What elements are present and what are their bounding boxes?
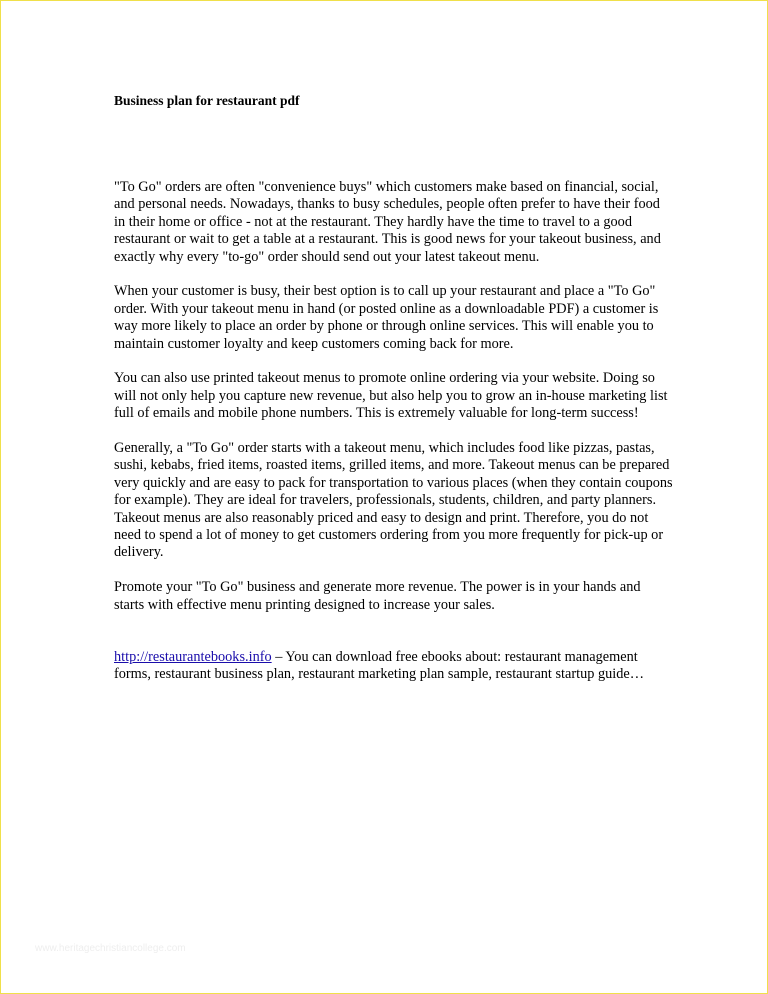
restaurantebooks-link[interactable]: http://restaurantebooks.info xyxy=(114,648,272,665)
paragraph-spacer xyxy=(114,631,674,648)
paragraph-1: "To Go" orders are often "convenience buys" which customers make based on financial, social, and personal needs. Nowadays, thanks to busy schedules, people often prefer to have their food in their home or office - not at the restaurant. They hardly have the time to travel to a good restaurant or wait to get a table at a restaurant. This is good news for your takeout business, and exactly why every "to-go" order should send out your latest takeout menu. xyxy=(114,179,661,265)
paragraph-2: When your customer is busy, their best option is to call up your restaurant and place a "To Go" order. With your takeout menu in hand (or posted online as a downloadable PDF) a customer is way more likely to place an order by phone or through online services. This will enable you to maintain customer loyalty and keep customers coming back for more. xyxy=(114,283,659,352)
document-body xyxy=(114,179,674,701)
paragraph-5: Promote your "To Go" business and generate more revenue. The power is in your hands and starts with effective menu printing designed to increase your sales. xyxy=(114,579,641,613)
paragraph-4: Generally, a "To Go" order starts with a takeout menu, which includes food like pizzas, pastas, sushi, kebabs, fried items, roasted items, grilled items, and more. Takeout menus can be prepared very quickly and are easy to pack for transportation to various places (when they contain coupons for example). They are ideal for travelers, professionals, students, children, and party planners. Takeout menus are also reasonably priced and easy to design and print. Therefore, you do not need to spend a lot of money to get customers ordering from you more frequently for pick-up or delivery. xyxy=(114,440,673,561)
paragraph-3: You can also use printed takeout menus to promote online ordering via your website. Doing so will not only help you capture new revenue, but also help you to grow an in-house marketing list full of emails and mobile phone numbers. This is extremely valuable for long-term success! xyxy=(114,370,668,422)
footer-paragraph xyxy=(114,649,674,684)
watermark-text: www.heritagechristiancollege.com xyxy=(35,943,186,954)
footer-text: – You can download free ebooks about: restaurant management forms, restaurant business plan, restaurant marketing plan sample, restaurant startup guide… xyxy=(114,648,645,683)
document-title: Business plan for restaurant pdf xyxy=(114,93,300,108)
